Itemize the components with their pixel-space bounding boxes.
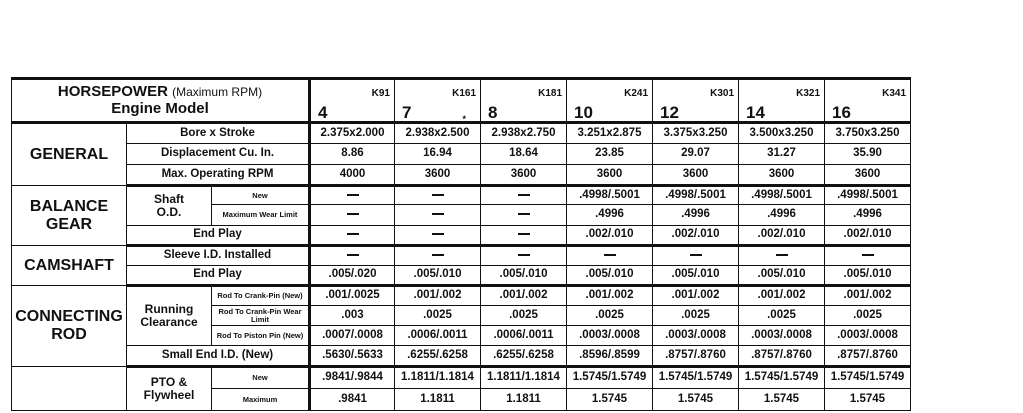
row-label: Rod To Piston Pin (New) — [212, 326, 310, 346]
cell-value: .0025 — [739, 306, 825, 326]
cell-value: 3600 — [481, 165, 567, 186]
cell-value — [310, 205, 395, 226]
shaft-label-line2: O.D. — [156, 205, 182, 219]
model-code: K91 — [371, 87, 390, 99]
cell-value: 35.90 — [825, 144, 911, 165]
running-line1: Running — [144, 301, 194, 316]
cell-value: .002/.010 — [825, 226, 911, 246]
cell-value: .002/.010 — [567, 226, 653, 246]
cell-value: .5630/.5633 — [310, 346, 395, 367]
cell-value: .0007/.0008 — [310, 326, 395, 346]
cell-value — [653, 246, 739, 266]
not-applicable-dash — [432, 233, 444, 235]
cell-value: 1.5745 — [739, 389, 825, 411]
cell-value: .0006/.0011 — [481, 326, 567, 346]
cell-value: .9841 — [310, 389, 395, 411]
row-label: Rod To Crank-Pin Wear Limit — [212, 306, 310, 326]
cell-value — [481, 186, 567, 205]
row-label: Small End I.D. (New) — [127, 346, 310, 367]
shaft-label-line1: Shaft — [154, 191, 184, 206]
not-applicable-dash — [776, 254, 788, 256]
row-label: Max. Operating RPM — [127, 165, 310, 186]
model-hp: 12 — [660, 102, 679, 122]
not-applicable-dash — [347, 233, 359, 235]
model-mark: * — [462, 113, 466, 123]
cell-value: .002/.010 — [653, 226, 739, 246]
cell-value — [481, 246, 567, 266]
cell-value: .001/.002 — [481, 286, 567, 306]
cell-value: 2.938x2.750 — [481, 123, 567, 144]
cell-value: .005/.010 — [653, 266, 739, 286]
cell-value: 3.251x2.875 — [567, 123, 653, 144]
model-hp: 14 — [746, 102, 765, 122]
cell-value: 18.64 — [481, 144, 567, 165]
cell-value: .4996 — [567, 205, 653, 226]
cell-value — [481, 205, 567, 226]
cell-value: 2.375x2.000 — [310, 123, 395, 144]
cell-value: .4996 — [825, 205, 911, 226]
row-label: Rod To Crank-Pin (New) — [212, 286, 310, 306]
cell-value: .0025 — [653, 306, 739, 326]
cell-value: .001/.002 — [653, 286, 739, 306]
row-label: End Play — [127, 266, 310, 286]
spec-table — [11, 77, 911, 411]
cell-value: .003 — [310, 306, 395, 326]
cell-value: .0025 — [825, 306, 911, 326]
model-hp: 4 — [318, 102, 328, 122]
model-hp: 7 — [402, 102, 412, 122]
cell-value: 4000 — [310, 165, 395, 186]
cell-value: 1.5745/1.5749 — [825, 367, 911, 389]
cell-value: .6255/.6258 — [481, 346, 567, 367]
row-label: Displacement Cu. In. — [127, 144, 310, 165]
cell-value: 1.1811/1.1814 — [395, 367, 481, 389]
group-balance-line2: GEAR — [45, 215, 93, 233]
cell-value: .0025 — [481, 306, 567, 326]
not-applicable-dash — [347, 213, 359, 215]
cell-value: .4998/.5001 — [739, 186, 825, 205]
cell-value: .005/.010 — [825, 266, 911, 286]
pto-flywheel-label — [127, 367, 212, 411]
cell-value: .6255/.6258 — [395, 346, 481, 367]
model-cell-1 — [395, 79, 481, 123]
row-label: New — [212, 367, 310, 389]
model-cell-4 — [653, 79, 739, 123]
cell-value: 3.500x3.250 — [739, 123, 825, 144]
title-main: HORSEPOWER — [57, 83, 168, 100]
cell-value: .0003/.0008 — [739, 326, 825, 346]
cell-value: .8757/.8760 — [653, 346, 739, 367]
cell-value: 1.1811 — [481, 389, 567, 411]
model-cell-0 — [310, 79, 395, 123]
not-applicable-dash — [690, 254, 702, 256]
cell-value — [310, 246, 395, 266]
cell-value: .005/.020 — [310, 266, 395, 286]
model-code: K241 — [624, 87, 648, 99]
cell-value: 3600 — [739, 165, 825, 186]
group-general: GENERAL — [12, 123, 127, 186]
cell-value: .005/.010 — [395, 266, 481, 286]
cell-value — [395, 186, 481, 205]
cell-value: 2.938x2.500 — [395, 123, 481, 144]
cell-value: .0025 — [395, 306, 481, 326]
model-hp: 16 — [832, 102, 851, 122]
not-applicable-dash — [604, 254, 616, 256]
row-label: Bore x Stroke — [127, 123, 310, 144]
cell-value: .8596/.8599 — [567, 346, 653, 367]
model-code: K321 — [796, 87, 820, 99]
cell-value: 31.27 — [739, 144, 825, 165]
model-cell-2 — [481, 79, 567, 123]
cell-value: .4996 — [739, 205, 825, 226]
model-cell-3 — [567, 79, 653, 123]
cell-value: 23.85 — [567, 144, 653, 165]
title-sub: Engine Model — [111, 99, 209, 117]
cell-value: .001/.002 — [739, 286, 825, 306]
cell-value: 3600 — [567, 165, 653, 186]
pto-line1: PTO & — [150, 374, 188, 389]
row-label: Sleeve I.D. Installed — [127, 246, 310, 266]
cell-value: 1.5745 — [825, 389, 911, 411]
cell-value: .005/.010 — [481, 266, 567, 286]
not-applicable-dash — [432, 213, 444, 215]
cell-value: 3600 — [825, 165, 911, 186]
cell-value — [481, 226, 567, 246]
cell-value: .8757/.8760 — [825, 346, 911, 367]
model-cell-5 — [739, 79, 825, 123]
not-applicable-dash — [432, 194, 444, 196]
cell-value: .4998/.5001 — [653, 186, 739, 205]
not-applicable-dash — [347, 254, 359, 256]
cell-value: .8757/.8760 — [739, 346, 825, 367]
cell-value: .0003/.0008 — [567, 326, 653, 346]
model-code: K341 — [882, 87, 906, 99]
group-camshaft: CAMSHAFT — [12, 246, 127, 286]
cell-value — [825, 246, 911, 266]
cell-value: 1.5745/1.5749 — [653, 367, 739, 389]
title-paren: (Maximum RPM) — [172, 85, 263, 99]
cell-value: .4996 — [653, 205, 739, 226]
cell-value: .0006/.0011 — [395, 326, 481, 346]
cell-value — [310, 226, 395, 246]
shaft-od-label — [127, 186, 212, 226]
model-hp: 10 — [574, 102, 593, 122]
cell-value: 29.07 — [653, 144, 739, 165]
cell-value — [395, 246, 481, 266]
cell-value: 3.750x3.250 — [825, 123, 911, 144]
running-clearance-label — [127, 286, 212, 346]
group-crankshaft — [12, 367, 127, 411]
cell-value — [310, 186, 395, 205]
running-line2: Clearance — [140, 315, 198, 329]
cell-value: 3.375x3.250 — [653, 123, 739, 144]
not-applicable-dash — [518, 213, 530, 215]
cell-value: .001/.002 — [825, 286, 911, 306]
cell-value: 16.94 — [395, 144, 481, 165]
cell-value: .4998/.5001 — [567, 186, 653, 205]
cell-value: 1.5745/1.5749 — [567, 367, 653, 389]
cell-value: .001/.002 — [395, 286, 481, 306]
cell-value: 8.86 — [310, 144, 395, 165]
cell-value: 1.1811 — [395, 389, 481, 411]
model-code: K181 — [538, 87, 562, 99]
group-conrod-line2: ROD — [51, 326, 87, 343]
group-balance-gear — [12, 186, 127, 246]
not-applicable-dash — [862, 254, 874, 256]
cell-value: 3600 — [395, 165, 481, 186]
not-applicable-dash — [518, 254, 530, 256]
cell-value — [395, 205, 481, 226]
group-connecting-rod — [12, 286, 127, 367]
cell-value: .0003/.0008 — [825, 326, 911, 346]
row-label: Maximum Wear Limit — [212, 205, 310, 226]
cell-value: .0003/.0008 — [653, 326, 739, 346]
model-hp: 8 — [488, 102, 498, 122]
cell-value: .4998/.5001 — [825, 186, 911, 205]
cell-value — [567, 246, 653, 266]
cell-value: .9841/.9844 — [310, 367, 395, 389]
cell-value — [395, 226, 481, 246]
group-conrod-line1: CONNECTING — [15, 308, 123, 326]
table-title-cell — [12, 79, 310, 123]
cell-value: 3600 — [653, 165, 739, 186]
cell-value: 1.1811/1.1814 — [481, 367, 567, 389]
row-label: Maximum — [212, 389, 310, 411]
cell-value: 1.5745 — [653, 389, 739, 411]
cell-value: .0025 — [567, 306, 653, 326]
cell-value: .001/.0025 — [310, 286, 395, 306]
group-balance-line1: BALANCE — [29, 197, 109, 215]
not-applicable-dash — [432, 254, 444, 256]
cell-value: 1.5745/1.5749 — [739, 367, 825, 389]
cell-value: .002/.010 — [739, 226, 825, 246]
row-label: New — [212, 186, 310, 205]
not-applicable-dash — [518, 194, 530, 196]
row-label: End Play — [127, 226, 310, 246]
cell-value: .005/.010 — [739, 266, 825, 286]
model-code: K301 — [710, 87, 734, 99]
cell-value: 1.5745 — [567, 389, 653, 411]
not-applicable-dash — [347, 194, 359, 196]
model-cell-6 — [825, 79, 911, 123]
model-code: K161 — [452, 87, 476, 99]
not-applicable-dash — [518, 233, 530, 235]
cell-value — [739, 246, 825, 266]
cell-value: .005/.010 — [567, 266, 653, 286]
pto-line2: Flywheel — [143, 388, 195, 402]
cell-value: .001/.002 — [567, 286, 653, 306]
